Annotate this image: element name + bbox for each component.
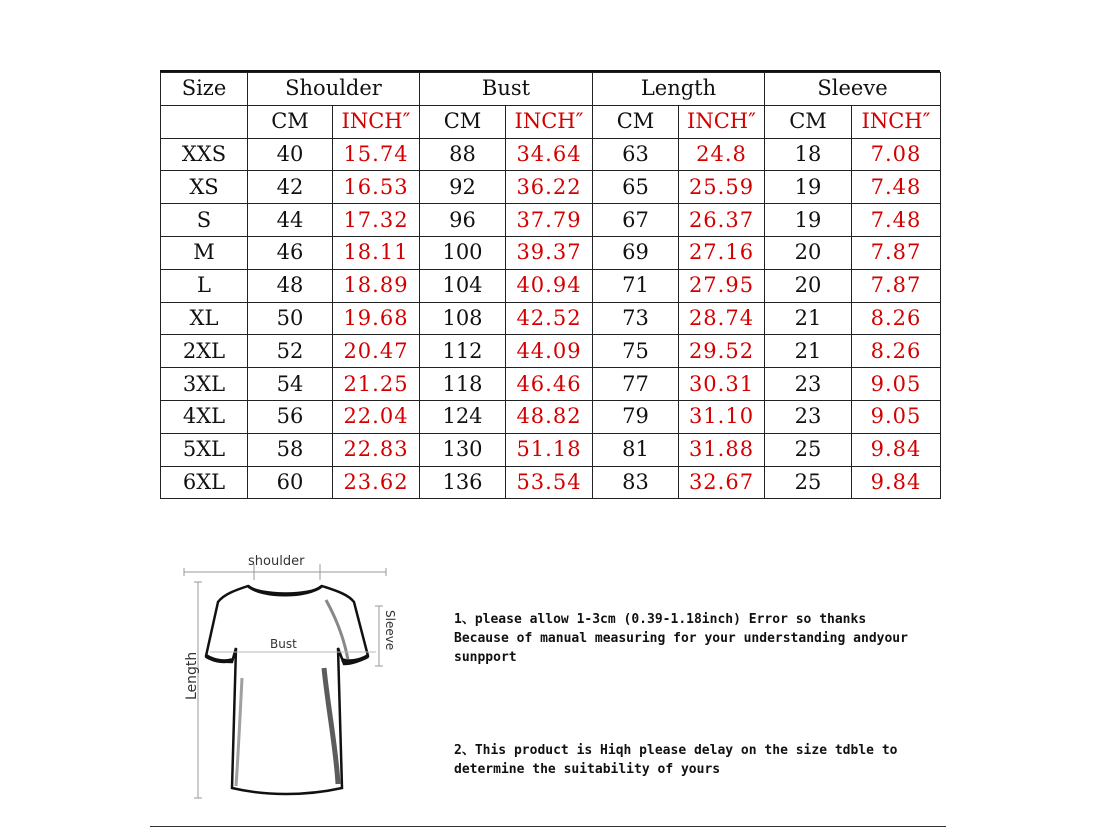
bust-cm-cell: 118: [420, 368, 506, 401]
length-cm-cell: 83: [593, 466, 679, 499]
bottom-rule: [150, 826, 946, 827]
length-inch-cell: 27.16: [679, 236, 765, 269]
shoulder-inch-cell: 18.11: [333, 236, 420, 269]
table-row: [161, 204, 941, 237]
length-cm-cell: 75: [593, 335, 679, 368]
table-row: [161, 138, 941, 171]
sleeve-cm-cell: 21: [765, 302, 852, 335]
shoulder-cm-cell: 48: [248, 269, 333, 302]
size-cell: L: [161, 269, 248, 302]
length-cm-cell: 73: [593, 302, 679, 335]
sleeve-inch-cell: 7.87: [852, 236, 941, 269]
length-label: Length: [184, 651, 200, 700]
sleeve-header: Sleeve: [765, 73, 941, 106]
length-cm-cell: 77: [593, 368, 679, 401]
bust-cm-cell: 88: [420, 138, 506, 171]
bust-cm-unit: CM: [420, 105, 506, 138]
note-1-line-1: 1、please allow 1-3cm (0.39-1.18inch) Error so thanks: [454, 612, 867, 627]
sleeve-inch-cell: 9.05: [852, 400, 941, 433]
note-size-table: [454, 741, 1054, 779]
bust-inch-cell: 42.52: [506, 302, 593, 335]
bust-inch-cell: 46.46: [506, 368, 593, 401]
bust-cm-cell: 92: [420, 171, 506, 204]
bust-inch-cell: 39.37: [506, 236, 593, 269]
sleeve-inch-cell: 9.84: [852, 466, 941, 499]
table-row: [161, 368, 941, 401]
shoulder-inch-cell: 21.25: [333, 368, 420, 401]
length-header: Length: [593, 73, 765, 106]
shoulder-header: Shoulder: [248, 73, 420, 106]
sleeve-cm-cell: 25: [765, 433, 852, 466]
shoulder-cm-cell: 52: [248, 335, 333, 368]
size-cell: XL: [161, 302, 248, 335]
bust-header: Bust: [420, 73, 593, 106]
table-row: [161, 236, 941, 269]
size-cell: 4XL: [161, 400, 248, 433]
length-inch-cell: 31.10: [679, 400, 765, 433]
shoulder-cm-cell: 40: [248, 138, 333, 171]
shoulder-cm-cell: 58: [248, 433, 333, 466]
bust-inch-unit: INCH″: [506, 105, 593, 138]
bust-inch-cell: 48.82: [506, 400, 593, 433]
table-row: [161, 171, 941, 204]
note-2-line-1: 2、This product is Hiqh please delay on the size tdble to: [454, 743, 898, 758]
table-row: [161, 433, 941, 466]
shoulder-cm-cell: 54: [248, 368, 333, 401]
note-1-line-3: sunpport: [454, 650, 517, 665]
shoulder-inch-cell: 18.89: [333, 269, 420, 302]
sleeve-inch-cell: 7.48: [852, 204, 941, 237]
bust-cm-cell: 104: [420, 269, 506, 302]
table-row: [161, 335, 941, 368]
bust-cm-cell: 100: [420, 236, 506, 269]
length-inch-cell: 26.37: [679, 204, 765, 237]
shoulder-inch-cell: 15.74: [333, 138, 420, 171]
sleeve-cm-cell: 23: [765, 368, 852, 401]
sleeve-cm-cell: 23: [765, 400, 852, 433]
bust-inch-cell: 37.79: [506, 204, 593, 237]
size-cell: XXS: [161, 138, 248, 171]
shoulder-inch-cell: 16.53: [333, 171, 420, 204]
bust-cm-cell: 124: [420, 400, 506, 433]
shoulder-inch-cell: 22.04: [333, 400, 420, 433]
size-chart-table: [160, 72, 941, 499]
table-row: [161, 400, 941, 433]
shoulder-cm-unit: CM: [248, 105, 333, 138]
length-inch-cell: 25.59: [679, 171, 765, 204]
bust-inch-cell: 34.64: [506, 138, 593, 171]
length-cm-cell: 67: [593, 204, 679, 237]
length-inch-cell: 31.88: [679, 433, 765, 466]
size-cell: 5XL: [161, 433, 248, 466]
size-header: Size: [161, 73, 248, 106]
shoulder-inch-cell: 19.68: [333, 302, 420, 335]
shoulder-cm-cell: 42: [248, 171, 333, 204]
size-cell: S: [161, 204, 248, 237]
bust-cm-cell: 136: [420, 466, 506, 499]
length-inch-unit: INCH″: [679, 105, 765, 138]
bust-cm-cell: 108: [420, 302, 506, 335]
sleeve-cm-cell: 19: [765, 171, 852, 204]
header-row: [161, 73, 941, 106]
sleeve-cm-cell: 21: [765, 335, 852, 368]
size-cell: XS: [161, 171, 248, 204]
bust-inch-cell: 36.22: [506, 171, 593, 204]
length-cm-cell: 63: [593, 138, 679, 171]
bust-cm-cell: 96: [420, 204, 506, 237]
sleeve-inch-cell: 9.84: [852, 433, 941, 466]
size-cell: 2XL: [161, 335, 248, 368]
bust-cm-cell: 130: [420, 433, 506, 466]
length-cm-cell: 69: [593, 236, 679, 269]
size-cell: 3XL: [161, 368, 248, 401]
sleeve-cm-cell: 19: [765, 204, 852, 237]
sleeve-inch-cell: 7.48: [852, 171, 941, 204]
shoulder-cm-cell: 50: [248, 302, 333, 335]
shoulder-cm-cell: 60: [248, 466, 333, 499]
shoulder-label: shoulder: [248, 554, 305, 569]
tshirt-icon: [206, 586, 368, 794]
bust-inch-cell: 51.18: [506, 433, 593, 466]
shoulder-inch-unit: INCH″: [333, 105, 420, 138]
unit-blank-cell: [161, 105, 248, 138]
length-cm-cell: 71: [593, 269, 679, 302]
sleeve-arrow-icon: [375, 606, 383, 666]
length-inch-cell: 32.67: [679, 466, 765, 499]
sleeve-inch-cell: 8.26: [852, 302, 941, 335]
sleeve-cm-cell: 20: [765, 236, 852, 269]
length-inch-cell: 24.8: [679, 138, 765, 171]
sleeve-inch-cell: 9.05: [852, 368, 941, 401]
shoulder-cm-cell: 56: [248, 400, 333, 433]
length-cm-unit: CM: [593, 105, 679, 138]
tshirt-measurement-diagram: [176, 548, 412, 810]
shoulder-cm-cell: 44: [248, 204, 333, 237]
table-row: [161, 302, 941, 335]
note-2-line-2: determine the suitability of yours: [454, 762, 721, 777]
bust-inch-cell: 44.09: [506, 335, 593, 368]
length-cm-cell: 65: [593, 171, 679, 204]
length-cm-cell: 81: [593, 433, 679, 466]
shoulder-inch-cell: 17.32: [333, 204, 420, 237]
sleeve-cm-cell: 25: [765, 466, 852, 499]
sleeve-cm-cell: 18: [765, 138, 852, 171]
bust-inch-cell: 53.54: [506, 466, 593, 499]
note-1-line-2: Because of manual measuring for your understanding andyour: [454, 631, 908, 646]
shoulder-inch-cell: 23.62: [333, 466, 420, 499]
length-inch-cell: 27.95: [679, 269, 765, 302]
shoulder-inch-cell: 20.47: [333, 335, 420, 368]
bust-cm-cell: 112: [420, 335, 506, 368]
sleeve-cm-cell: 20: [765, 269, 852, 302]
sleeve-cm-unit: CM: [765, 105, 852, 138]
bust-label: Bust: [270, 637, 297, 651]
sleeve-inch-cell: 7.87: [852, 269, 941, 302]
unit-row: [161, 105, 941, 138]
shoulder-cm-cell: 46: [248, 236, 333, 269]
sleeve-inch-unit: INCH″: [852, 105, 941, 138]
size-cell: 6XL: [161, 466, 248, 499]
length-inch-cell: 28.74: [679, 302, 765, 335]
table-row: [161, 466, 941, 499]
length-cm-cell: 79: [593, 400, 679, 433]
table-row: [161, 269, 941, 302]
bust-inch-cell: 40.94: [506, 269, 593, 302]
size-cell: M: [161, 236, 248, 269]
length-inch-cell: 30.31: [679, 368, 765, 401]
sleeve-inch-cell: 7.08: [852, 138, 941, 171]
note-measurement-error: [454, 610, 1054, 667]
sleeve-inch-cell: 8.26: [852, 335, 941, 368]
shoulder-inch-cell: 22.83: [333, 433, 420, 466]
sleeve-label: Sleeve: [383, 610, 397, 651]
length-inch-cell: 29.52: [679, 335, 765, 368]
